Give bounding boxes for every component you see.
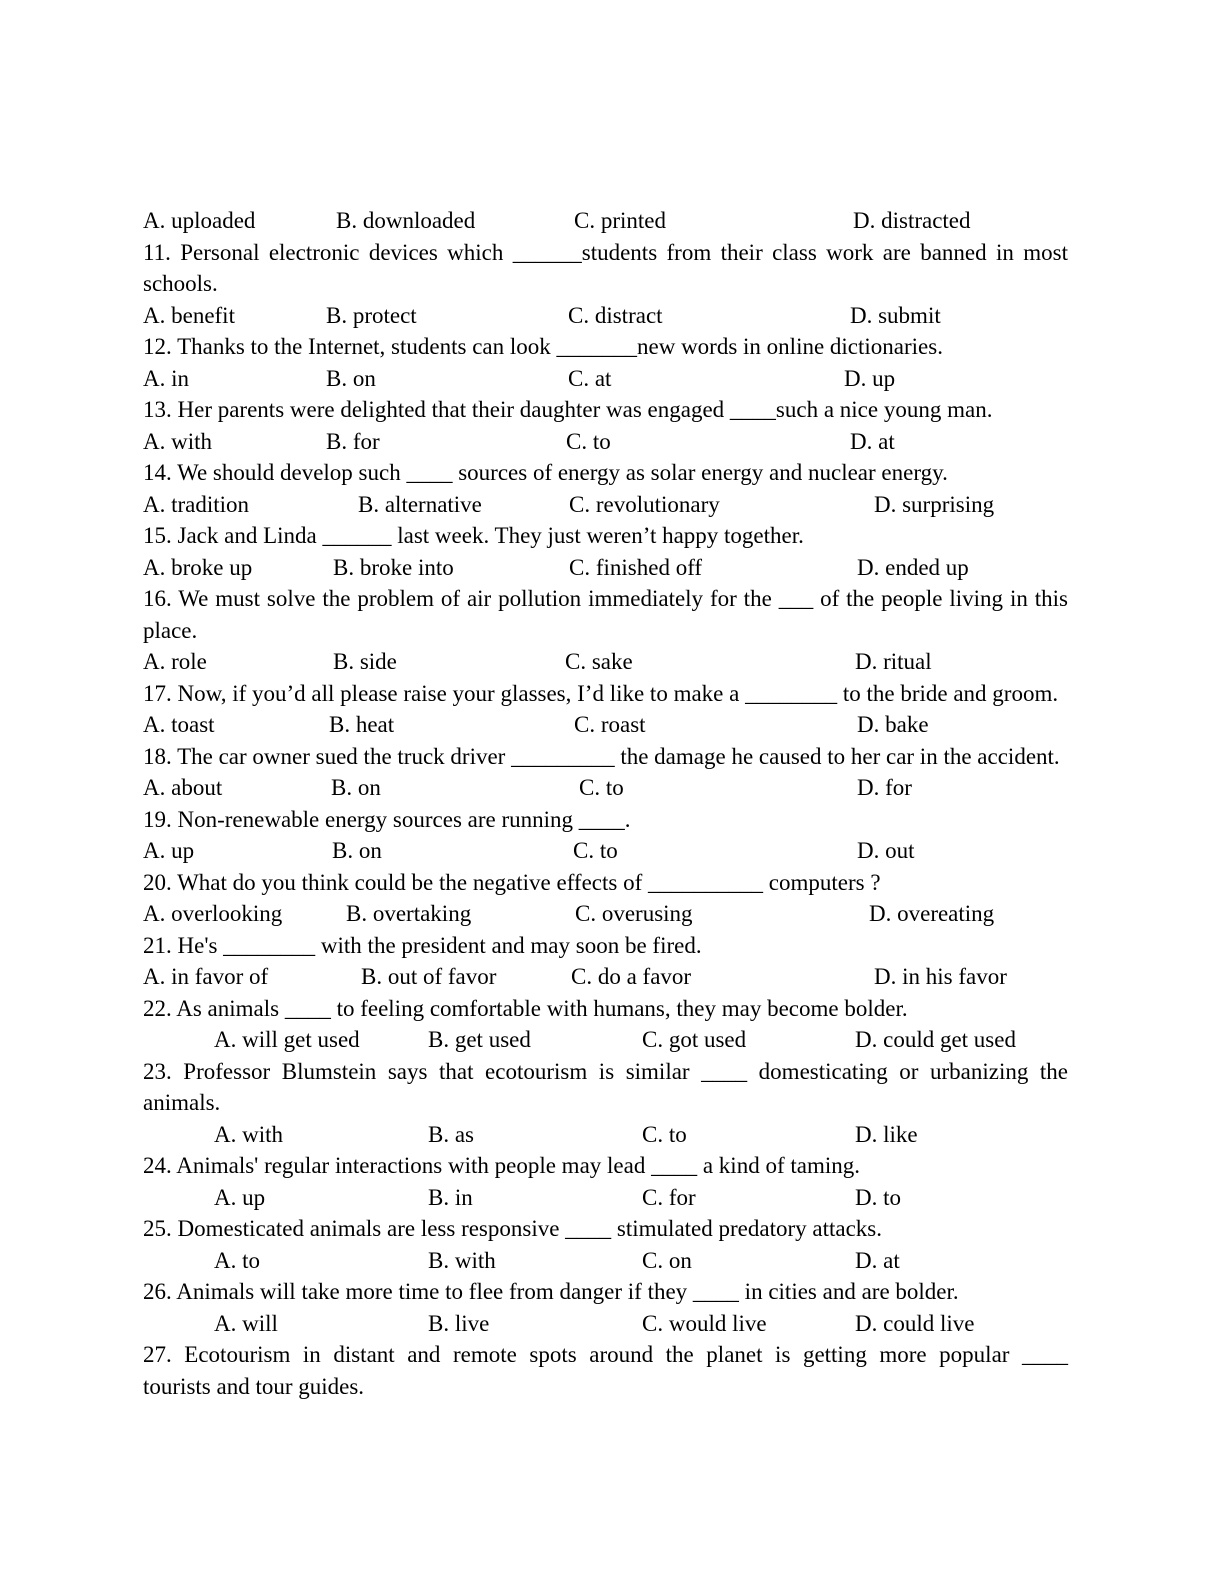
question-17-option-a: A. toast xyxy=(143,712,215,737)
question-12-option-c: C. at xyxy=(568,365,612,391)
question-11-stem: 11. Personal electronic devices which ______students from their class work are banned in most xyxy=(143,239,1068,265)
question-20-option-c: C. overusing xyxy=(575,901,693,926)
question-14-option-b: B. alternative xyxy=(358,491,482,517)
question-13-option-a: A. with xyxy=(143,428,212,454)
question-17-option-b: B. heat xyxy=(329,712,395,737)
question-14-option-a: A. tradition xyxy=(143,491,250,517)
question-22-option-c: C. got used xyxy=(642,1027,747,1052)
question-25-option-c: C. on xyxy=(642,1247,692,1273)
question-23-option-c: C. to xyxy=(642,1121,687,1147)
question-16-stem-continued: place. xyxy=(143,617,198,643)
question-19-option-c: C. to xyxy=(573,838,618,863)
question-19-stem: 19. Non-renewable energy sources are running ____. xyxy=(143,806,631,832)
question-11-option-c: C. distract xyxy=(568,302,663,328)
question-13-stem: 13. Her parents were delighted that their daughter was engaged ____such a nice young man. xyxy=(143,397,993,422)
question-11-option-a: A. benefit xyxy=(143,302,235,328)
question-11-stem-continued: schools. xyxy=(143,271,218,296)
question-16-stem: 16. We must solve the problem of air pollution immediately for the ___ of the people living in this xyxy=(143,586,1068,611)
question-26-stem: 26. Animals will take more time to flee from danger if they ____ in cities and are bolder. xyxy=(143,1279,959,1304)
question-23-option-d: D. like xyxy=(855,1121,918,1147)
q10-option-a: A. uploaded xyxy=(143,208,256,233)
question-15-option-d: D. ended up xyxy=(857,554,969,580)
q10-option-c: C. printed xyxy=(574,208,666,233)
question-21-option-d: D. in his favor xyxy=(874,964,1007,989)
question-22-option-d: D. could get used xyxy=(855,1027,1016,1052)
question-24-option-d: D. to xyxy=(855,1184,901,1210)
question-27-stem: 27. Ecotourism in distant and remote spots around the planet is getting more popular ____ xyxy=(143,1342,1068,1367)
question-17-option-c: C. roast xyxy=(574,712,646,737)
question-19-option-d: D. out xyxy=(857,838,915,863)
question-21-stem: 21. He's ________ with the president and may soon be fired. xyxy=(143,932,702,958)
question-21-option-b: B. out of favor xyxy=(361,964,497,989)
question-23-stem: 23. Professor Blumstein says that ecotourism is similar ____ domesticating or urbanizing the xyxy=(143,1058,1068,1084)
question-25-option-b: B. with xyxy=(428,1247,496,1273)
question-22-option-a: A. will get used xyxy=(214,1027,360,1052)
question-15-option-b: B. broke into xyxy=(333,554,454,580)
question-20-option-d: D. overeating xyxy=(869,901,995,926)
q10-option-b: B. downloaded xyxy=(336,208,476,233)
question-13-option-d: D. at xyxy=(850,428,895,454)
question-25-stem: 25. Domesticated animals are less responsive ____ stimulated predatory attacks. xyxy=(143,1216,882,1241)
question-21-option-c: C. do a favor xyxy=(571,964,692,989)
question-11-option-d: D. submit xyxy=(850,302,941,328)
question-23-option-b: B. as xyxy=(428,1121,474,1147)
question-12-stem: 12. Thanks to the Internet, students can look _______new words in online dictionaries. xyxy=(143,334,943,359)
question-15-stem: 15. Jack and Linda ______ last week. They just weren’t happy together. xyxy=(143,523,804,548)
question-18-option-c: C. to xyxy=(579,775,624,800)
question-18-option-d: D. for xyxy=(857,775,912,800)
question-16-option-b: B. side xyxy=(333,649,397,674)
question-19-option-b: B. on xyxy=(332,838,382,863)
question-24-option-b: B. in xyxy=(428,1184,473,1210)
question-12-option-b: B. on xyxy=(326,365,376,391)
question-18-option-a: A. about xyxy=(143,775,223,800)
question-22-option-b: B. get used xyxy=(428,1027,531,1052)
question-20-option-b: B. overtaking xyxy=(346,901,472,926)
question-25-option-a: A. to xyxy=(214,1247,260,1273)
question-14-stem: 14. We should develop such ____ sources of energy as solar energy and nuclear energy. xyxy=(143,460,948,485)
question-17-stem: 17. Now, if you’d all please raise your glasses, I’d like to make a ________ to the bride and groom. xyxy=(143,680,1059,706)
question-15-option-a: A. broke up xyxy=(143,554,253,580)
question-23-stem-continued: animals. xyxy=(143,1090,221,1115)
question-24-option-c: C. for xyxy=(642,1184,696,1210)
question-26-option-c: C. would live xyxy=(642,1310,767,1336)
q10-option-d: D. distracted xyxy=(853,208,971,233)
question-14-option-d: D. surprising xyxy=(874,491,995,517)
question-14-option-c: C. revolutionary xyxy=(569,491,720,517)
question-18-option-b: B. on xyxy=(331,775,381,800)
question-15-option-c: C. finished off xyxy=(569,554,703,580)
question-25-option-d: D. at xyxy=(855,1247,900,1273)
question-26-option-b: B. live xyxy=(428,1310,490,1336)
question-21-option-a: A. in favor of xyxy=(143,964,269,989)
question-26-option-d: D. could live xyxy=(855,1310,975,1336)
question-13-option-b: B. for xyxy=(326,428,380,454)
question-19-option-a: A. up xyxy=(143,838,195,863)
question-23-option-a: A. with xyxy=(214,1121,283,1147)
question-20-option-a: A. overlooking xyxy=(143,901,283,926)
question-26-option-a: A. will xyxy=(214,1310,278,1336)
question-20-stem: 20. What do you think could be the negative effects of __________ computers ? xyxy=(143,869,881,895)
question-16-option-a: A. role xyxy=(143,649,207,674)
question-13-option-c: C. to xyxy=(566,428,611,454)
question-24-stem: 24. Animals' regular interactions with people may lead ____ a kind of taming. xyxy=(143,1153,860,1178)
question-24-option-a: A. up xyxy=(214,1184,266,1210)
question-18-stem: 18. The car owner sued the truck driver _________ the damage he caused to her car in the accident. xyxy=(143,743,1060,769)
question-16-option-c: C. sake xyxy=(565,649,633,674)
question-27-stem-continued: tourists and tour guides. xyxy=(143,1373,365,1399)
question-11-option-b: B. protect xyxy=(326,302,417,328)
question-12-option-a: A. in xyxy=(143,365,189,391)
question-16-option-d: D. ritual xyxy=(855,649,932,674)
question-17-option-d: D. bake xyxy=(857,712,929,737)
question-22-stem: 22. As animals ____ to feeling comfortable with humans, they may become bolder. xyxy=(143,995,908,1021)
question-12-option-d: D. up xyxy=(844,365,896,391)
